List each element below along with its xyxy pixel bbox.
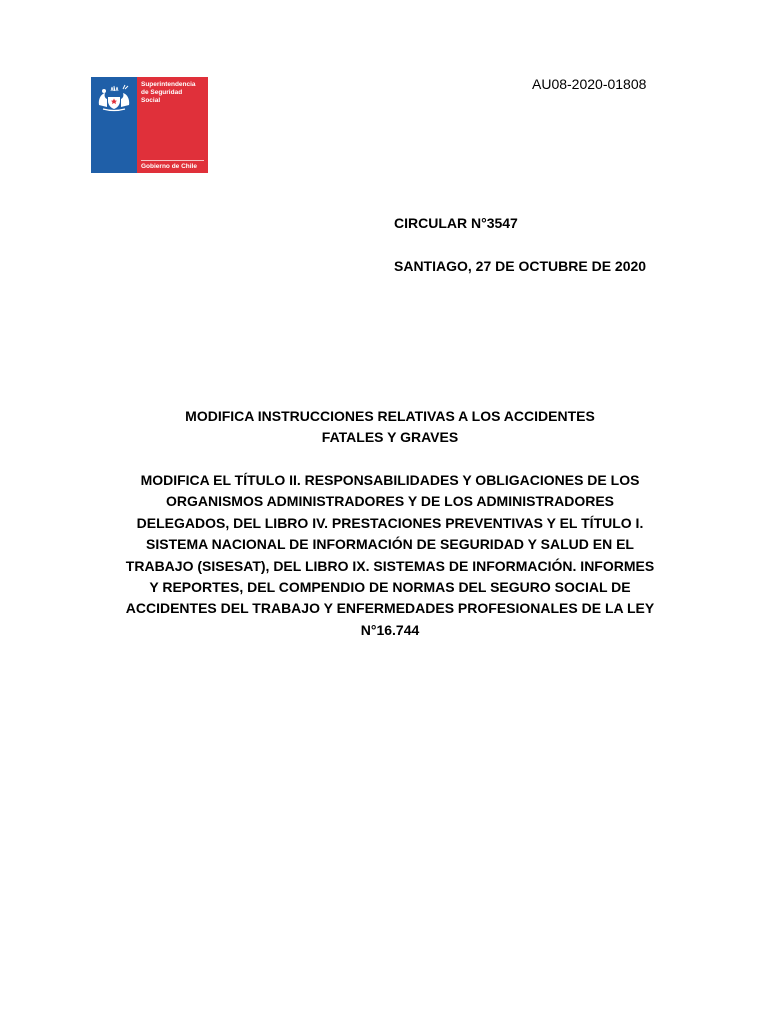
subject-detail-line: Y REPORTES, DEL COMPENDIO DE NORMAS DEL SEGURO SOCIAL DE (149, 579, 631, 596)
subject-detail-line: TRABAJO (SISESAT), DEL LIBRO IX. SISTEMAS DE INFORMACIÓN. INFORMES (125, 557, 655, 574)
logo-blue-panel (91, 77, 137, 173)
logo-institution-name: Superintendencia de Seguridad Social (141, 81, 196, 104)
logo-divider (141, 160, 204, 161)
subject-detail-line: ACCIDENTES DEL TRABAJO Y ENFERMEDADES PROFESIONALES DE LA LEY (125, 600, 655, 617)
subject-detail-line: N°16.744 (360, 621, 420, 638)
subject-detail-line: MODIFICA EL TÍTULO II. RESPONSABILIDADES Y OBLIGACIONES DE LOS (140, 472, 640, 488)
subject-detail-line: DELEGADOS, DEL LIBRO IV. PRESTACIONES PREVENTIVAS Y EL TÍTULO I. (136, 514, 644, 531)
place-and-date: SANTIAGO, 27 DE OCTUBRE DE 2020 (394, 258, 647, 274)
logo-red-panel (137, 77, 208, 173)
circular-number: CIRCULAR N°3547 (394, 215, 518, 231)
subject-detail-line: ORGANISMOS ADMINISTRADORES Y DE LOS ADMINISTRADORES (165, 493, 615, 510)
superintendencia-logo (91, 77, 208, 173)
reference-code: AU08-2020-01808 (532, 76, 647, 92)
subject-title-line: MODIFICA INSTRUCCIONES RELATIVAS A LOS ACCIDENTES (185, 408, 595, 424)
subject-detail (110, 470, 670, 641)
logo-government-label: Gobierno de Chile (141, 163, 197, 170)
subject-detail-line: SISTEMA NACIONAL DE INFORMACIÓN DE SEGURIDAD Y SALUD EN EL (146, 536, 634, 553)
subject-title (100, 406, 680, 448)
chile-coat-of-arms-icon (95, 83, 133, 113)
subject-title-line: FATALES Y GRAVES (321, 429, 459, 445)
